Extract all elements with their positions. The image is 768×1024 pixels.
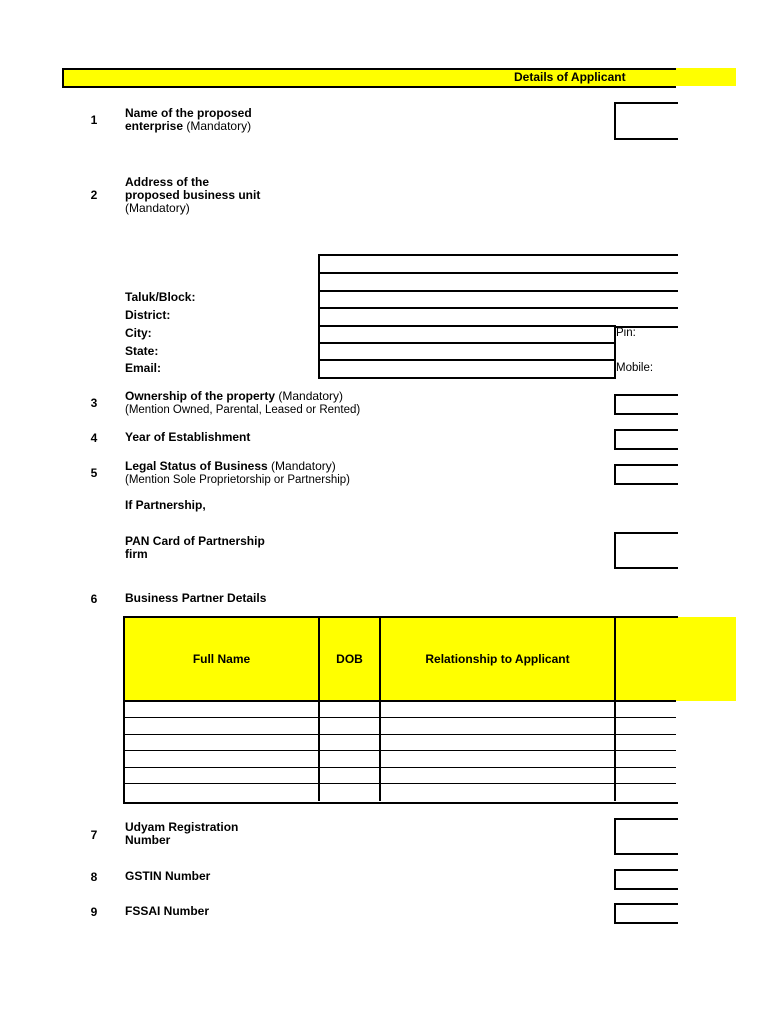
item-number: 4: [90, 431, 98, 445]
item-label: Address of the proposed business unit (Mandatory): [125, 175, 261, 215]
table-row[interactable]: [123, 734, 676, 735]
item-label: Name of the proposed enterprise (Mandatory): [125, 106, 252, 133]
ownership-field[interactable]: [614, 394, 678, 415]
col-header-dob: DOB: [336, 652, 363, 666]
item-number: 5: [90, 466, 98, 480]
gstin-field[interactable]: [614, 869, 678, 890]
mobile-label: Mobile:: [616, 362, 654, 374]
item-label: Legal Status of Business (Mandatory) (Mention Sole Proprietorship or Partnership): [125, 459, 350, 486]
email-label: Email:: [125, 361, 162, 375]
item-label: Udyam Registration Number: [125, 820, 239, 847]
year-of-establishment-field[interactable]: [614, 429, 678, 450]
item-number: 1: [90, 113, 98, 127]
item-number: 8: [90, 870, 98, 884]
table-row[interactable]: [123, 783, 676, 784]
table-row[interactable]: [123, 717, 676, 718]
city-label: City:: [125, 326, 152, 340]
item-label: Year of Establishment: [125, 430, 251, 444]
taluk-label: Taluk/Block:: [125, 290, 196, 304]
item-label: Business Partner Details: [125, 591, 267, 605]
enterprise-name-field[interactable]: [614, 102, 678, 140]
item-number: 9: [90, 905, 98, 919]
col-header-full-name: Full Name: [192, 652, 251, 666]
item-number: 7: [90, 828, 98, 842]
table-row[interactable]: [123, 767, 676, 768]
district-label: District:: [125, 308, 171, 322]
fssai-field[interactable]: [614, 903, 678, 924]
state-label: State:: [125, 344, 159, 358]
udyam-registration-field[interactable]: [614, 818, 678, 855]
legal-status-field[interactable]: [614, 464, 678, 485]
pin-label: Pin:: [616, 327, 636, 339]
col-divider: [614, 617, 616, 801]
item-number: 2: [90, 188, 98, 202]
item-number: 3: [90, 396, 98, 410]
pan-card-label: PAN Card of Partnership firm: [125, 534, 265, 561]
page-title: Details of Applicant: [514, 70, 626, 84]
table-row[interactable]: [123, 750, 676, 751]
pan-card-field[interactable]: [614, 532, 678, 569]
item-label: Ownership of the property (Mandatory) (Mention Owned, Parental, Leased or Rented): [125, 389, 361, 416]
col-header-relationship: Relationship to Applicant: [425, 652, 570, 666]
item-label: GSTIN Number: [125, 869, 211, 883]
header-divider: [123, 700, 676, 702]
if-partnership-label: If Partnership,: [125, 498, 206, 512]
email-field[interactable]: [318, 359, 616, 379]
item-label: FSSAI Number: [125, 904, 210, 918]
item-number: 6: [90, 592, 98, 606]
